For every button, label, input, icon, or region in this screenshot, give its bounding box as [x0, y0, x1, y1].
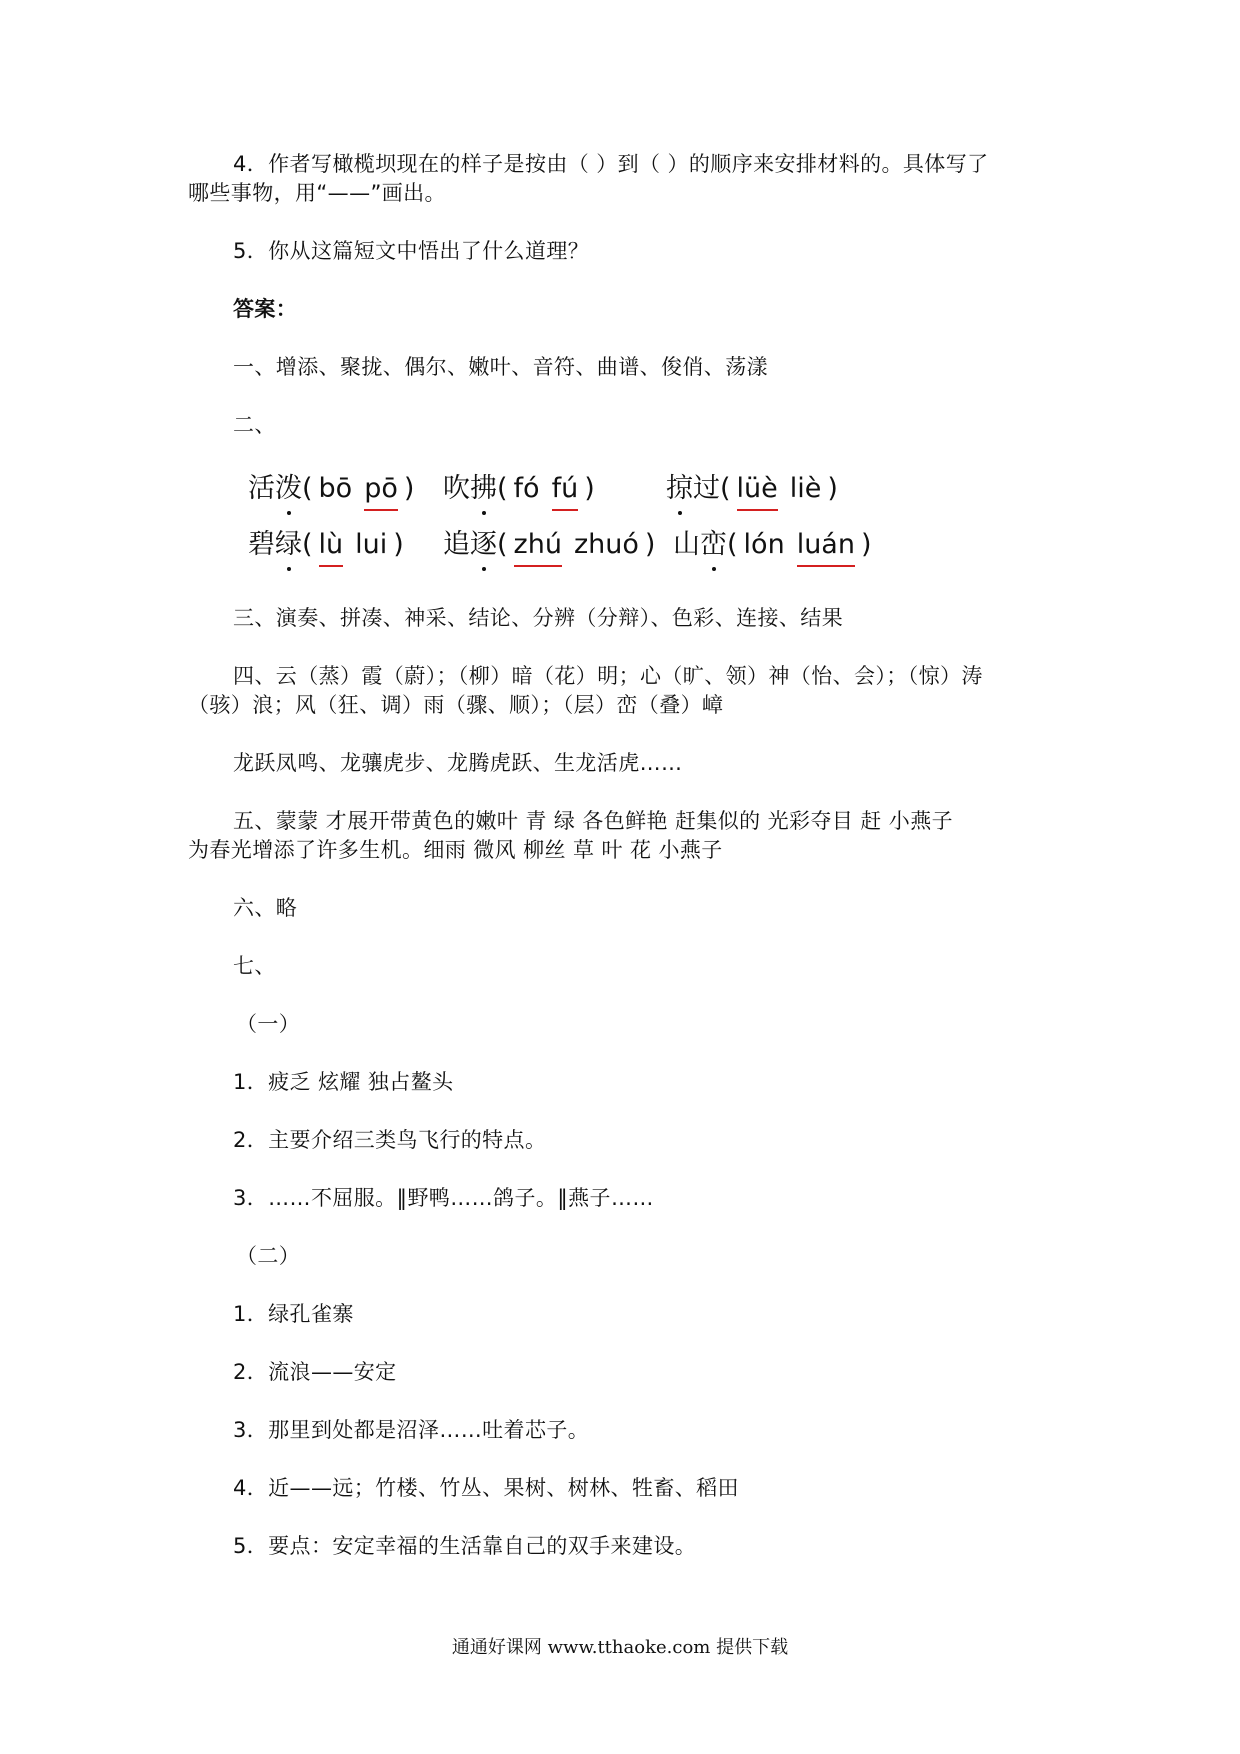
answers-heading: 答案： — [233, 297, 298, 321]
paren-open: ( — [720, 473, 731, 504]
pinyin-correct-option: pō — [364, 472, 398, 511]
answer-4-line-1: 四、云（蒸）霞（蔚）；（柳）暗（花）明；心（旷、领）神（怡、会）；（惊）涛 — [233, 664, 983, 688]
pinyin-pair — [673, 528, 872, 567]
pinyin-word: 吹拂 — [443, 472, 497, 506]
pinyin-correct-option: zhú — [514, 528, 562, 567]
part-2-item: 5．要点：安定幸福的生活靠自己的双手来建设。 — [233, 1534, 697, 1558]
pinyin-option: zhuó — [573, 529, 639, 560]
answer-5-line-2: 为春光增添了许多生机。细雨 微风 柳丝 草 叶 花 小燕子 — [188, 838, 723, 862]
pinyin-word: 追逐 — [443, 528, 497, 562]
pinyin-correct-option: fú — [552, 472, 579, 511]
pinyin-correct-option: lüè — [737, 472, 778, 511]
part-1-item: 1．疲乏 炫耀 独占鳌头 — [233, 1070, 454, 1094]
answer-4-line-2: （骇）浪；风（狂、调）雨（骤、顺）；（层）峦（叠）嶂 — [188, 693, 724, 717]
part-1-item: 2．主要介绍三类鸟飞行的特点。 — [233, 1128, 547, 1152]
pinyin-option: lui — [355, 529, 388, 560]
part-1-item: 3．……不屈服。‖野鸭……鸽子。‖燕子…… — [233, 1186, 654, 1210]
question-4-line-2: 哪些事物，用“——”画出。 — [188, 181, 446, 205]
pinyin-pair — [248, 472, 414, 511]
pinyin-option: fó — [513, 473, 540, 504]
emphasis-dot — [482, 511, 486, 515]
pinyin-pair — [248, 528, 404, 567]
pinyin-pair — [443, 472, 595, 511]
answer-3: 三、演奏、拼凑、神采、结论、分辨（分辩）、色彩、连接、结果 — [233, 606, 844, 630]
part-2-item: 3．那里到处都是沼泽……吐着芯子。 — [233, 1418, 590, 1442]
answer-4-idioms: 龙跃凤鸣、龙骧虎步、龙腾虎跃、生龙活虎…… — [233, 751, 683, 775]
answer-5-line-1: 五、蒙蒙 才展开带黄色的嫩叶 青 绿 各色鲜艳 赶集似的 光彩夺目 赶 小燕子 — [233, 809, 953, 833]
pinyin-pair — [443, 528, 655, 567]
part-2-item: 2．流浪——安定 — [233, 1360, 397, 1384]
pinyin-option: bō — [318, 473, 353, 504]
paren-close: ) — [393, 529, 404, 560]
pinyin-option: liè — [789, 473, 822, 504]
pinyin-word: 活泼 — [248, 472, 302, 506]
pinyin-pair — [666, 472, 838, 511]
pinyin-correct-option: lù — [319, 528, 344, 567]
emphasis-dot — [482, 567, 486, 571]
answer-6: 六、略 — [233, 896, 298, 920]
part-2-item: 4．近——远；竹楼、竹丛、果树、树林、牲畜、稻田 — [233, 1476, 739, 1500]
answer-1: 一、增添、聚拢、偶尔、嫩叶、音符、曲谱、俊俏、荡漾 — [233, 355, 768, 379]
question-5: 5．你从这篇短文中悟出了什么道理？ — [233, 239, 590, 263]
answer-7-label: 七、 — [233, 954, 276, 978]
pinyin-option: lón — [743, 529, 785, 560]
paren-close: ) — [403, 473, 415, 504]
pinyin-word: 碧绿 — [248, 528, 302, 562]
part-2-label: （二） — [236, 1244, 301, 1268]
paren-close: ) — [644, 529, 656, 560]
paren-open: ( — [302, 529, 313, 560]
emphasis-dot — [678, 511, 682, 515]
emphasis-dot — [712, 567, 716, 571]
pinyin-word: 山峦 — [673, 528, 727, 562]
paren-close: ) — [584, 473, 595, 504]
paren-open: ( — [497, 529, 508, 560]
paren-open: ( — [497, 473, 508, 504]
emphasis-dot — [287, 567, 291, 571]
part-1-label: （一） — [236, 1012, 301, 1036]
footer-credit[interactable]: 通通好课网 www.tthaoke.com 提供下载 — [451, 1637, 789, 1658]
paren-close: ) — [827, 473, 838, 504]
part-2-item: 1．绿孔雀寨 — [233, 1302, 354, 1326]
paren-open: ( — [727, 529, 738, 560]
answer-2-label: 二、 — [233, 413, 276, 437]
pinyin-correct-option: luán — [797, 528, 855, 567]
paren-close: ) — [860, 529, 872, 560]
paren-open: ( — [302, 473, 313, 504]
pinyin-word: 掠过 — [666, 472, 720, 506]
emphasis-dot — [287, 511, 291, 515]
question-4-line-1: 4．作者写橄榄坝现在的样子是按由（ ）到（ ）的顺序来安排材料的。具体写了 — [233, 152, 989, 176]
